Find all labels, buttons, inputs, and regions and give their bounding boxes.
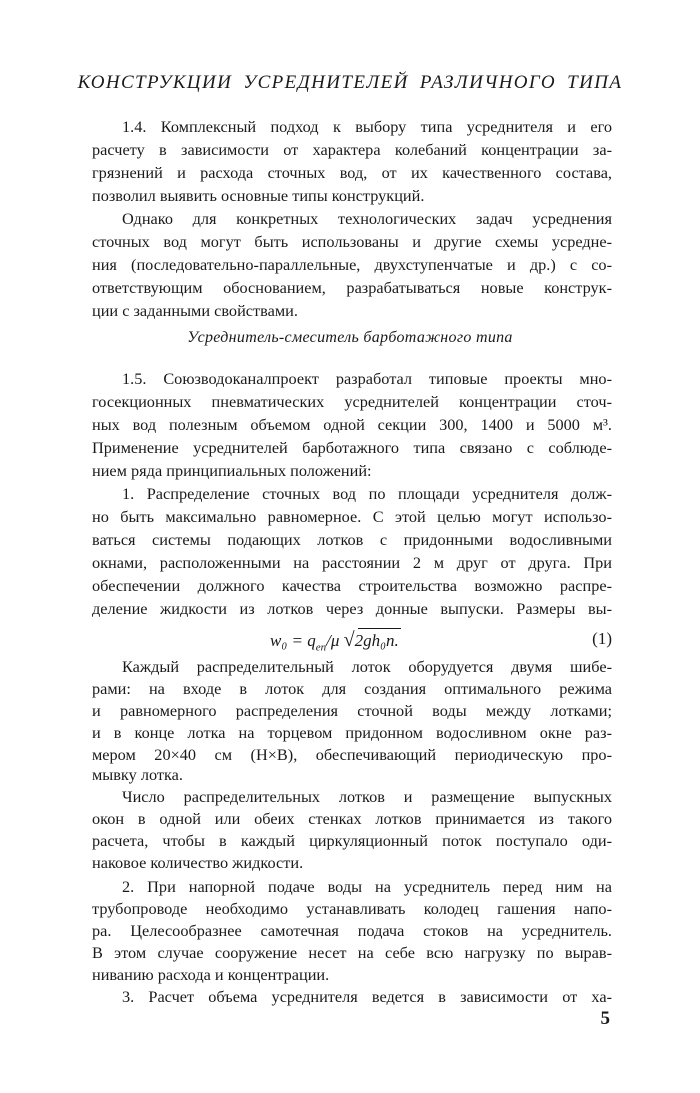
text-line: обеспечении должного качества строительства возможно распре- bbox=[92, 576, 612, 595]
text-line: нием ряда принципиальных положений: bbox=[92, 461, 372, 480]
text-line: расчета, чтобы в каждый циркуляционный поток поступало оди- bbox=[92, 831, 612, 850]
text-line: мером 20×40 см (H×B), обеспечивающий периодическую про- bbox=[92, 745, 612, 764]
text-line: мывку лотка. bbox=[92, 765, 183, 784]
text-line: и в конце лотка на торцевом придонном водосливном окне раз- bbox=[92, 723, 612, 742]
text-line: окон в одной или обеих стенках лотков принимается из такого bbox=[92, 809, 612, 828]
text-line: Каждый распределительный лоток оборудуется двумя шибе- bbox=[122, 657, 612, 676]
text-line: сточных вод могут быть использованы и другие схемы усредне- bbox=[92, 232, 612, 251]
formula-lhs: w₀ = q bbox=[270, 631, 316, 650]
formula-number: (1) bbox=[592, 629, 612, 648]
text-line: Число распределительных лотков и размещение выпускных bbox=[122, 787, 612, 806]
text-line: 1.4. Комплексный подход к выбору типа усреднителя и его bbox=[122, 117, 612, 136]
text-line: госекционных пневматических усреднителей концентрации сточ- bbox=[92, 392, 612, 411]
page-number: 5 bbox=[600, 1008, 610, 1029]
radicand: 2gh₀n. bbox=[354, 631, 399, 650]
radical-sign: √ bbox=[343, 629, 355, 651]
formula-expression bbox=[270, 629, 399, 653]
text-line: расчету в зависимости от характера колебаний концентрации за- bbox=[92, 140, 612, 159]
formula-mid: /μ bbox=[326, 631, 340, 650]
text-line: ных вод полезным объемом одной секции 300, 1400 и 5000 м³. bbox=[92, 415, 612, 434]
text-line: Однако для конкретных технологических задач усреднения bbox=[122, 209, 612, 228]
text-line: Применение усреднителей барботажного типа связано с соблюде- bbox=[92, 438, 612, 457]
text-line: ра. Целесообразнее самотечная подача стоков на усреднитель. bbox=[92, 921, 612, 940]
text-line: наковое количество жидкости. bbox=[92, 853, 304, 872]
text-line: 1.5. Союзводоканалпроект разработал типовые проекты мно- bbox=[122, 369, 612, 388]
text-line: ваться системы подающих лотков с придонными водосливными bbox=[92, 530, 612, 549]
formula bbox=[0, 625, 700, 655]
text-line: деление жидкости из лотков через донные выпуски. Размеры вы- bbox=[92, 599, 612, 618]
subsection-heading: Усреднитель-смеситель барботажного типа bbox=[187, 329, 513, 346]
text-line: трубопроводе необходимо устанавливать колодец гашения напо- bbox=[92, 899, 612, 918]
radical-bar bbox=[358, 628, 401, 629]
square-root bbox=[344, 629, 399, 652]
text-line: 2. При напорной подаче воды на усреднитель перед ним на bbox=[122, 877, 612, 896]
text-line: ответствующим обоснованием, разрабатываться новые конструк- bbox=[92, 278, 612, 297]
text-line: и равномерного распределения сточной воды между лотками; bbox=[92, 701, 612, 720]
text-line: В этом случае сооружение несет на себе всю нагрузку по вырав- bbox=[92, 943, 612, 962]
text-line: рами: на входе в лоток для создания оптимального режима bbox=[92, 679, 612, 698]
text-line: окнами, расположенными на расстоянии 2 м друг от друга. При bbox=[92, 553, 612, 572]
text-line: 3. Расчет объема усреднителя ведется в зависимости от ха- bbox=[122, 987, 612, 1006]
text-line: позволил выявить основные типы конструкций. bbox=[92, 186, 425, 205]
text-line: ции с заданными свойствами. bbox=[92, 301, 298, 320]
section-heading: КОНСТРУКЦИИ УСРЕДНИТЕЛЕЙ РАЗЛИЧНОГО ТИПА bbox=[77, 72, 623, 93]
formula-subscript: еп bbox=[315, 641, 327, 654]
text-line: ниванию расхода и концентрации. bbox=[92, 965, 330, 984]
text-line: 1. Распределение сточных вод по площади усреднителя долж- bbox=[122, 484, 612, 503]
text-line: но быть максимально равномерное. С этой целью могут использо- bbox=[92, 507, 612, 526]
text-line: ния (последовательно-параллельные, двухступенчатые и др.) с со- bbox=[92, 255, 612, 274]
text-line: грязнений и расхода сточных вод, от их качественного состава, bbox=[92, 163, 612, 182]
